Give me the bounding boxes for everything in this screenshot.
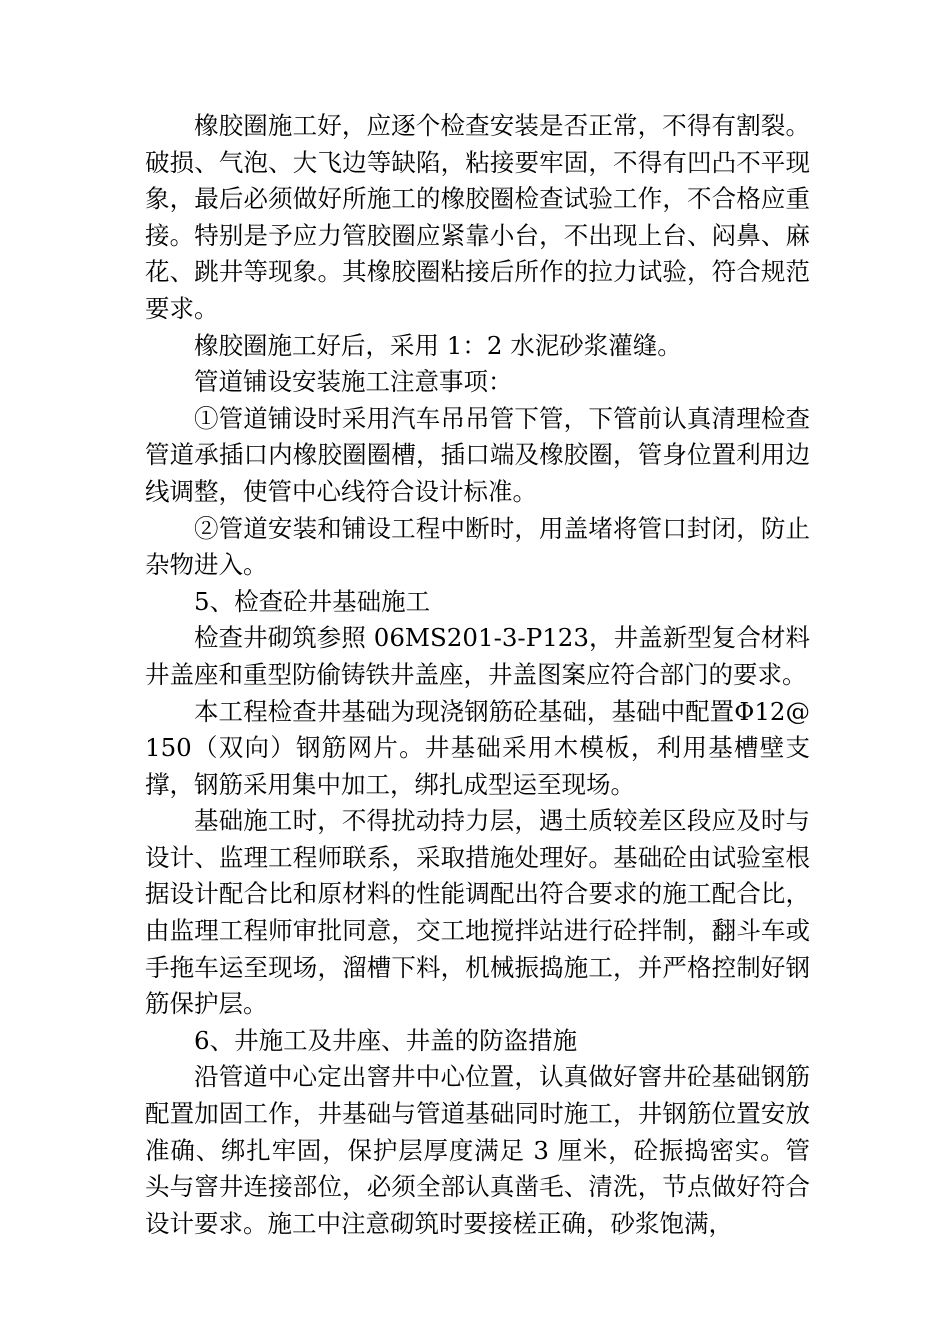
paragraph-mortar-grouting: 橡胶圈施工好后，采用 1：2 水泥砂浆灌缝。 (194, 330, 682, 360)
paragraph-manhole-construction: 沿管道中心定出窨井中心位置，认真做好窨井砼基础钢筋配置加固工作，井基础与管道基础同时施工，井钢筋位置安放准确、绑扎牢固，保护层厚度满足 3 厘米，砼振捣密实。管头与窨井连接部位，必须全部认真凿毛、清洗，节点做好符合设计要求。施工中注意砌筑时要接槎正确，砂浆饱满， (145, 1062, 810, 1238)
paragraph-foundation-construction: 基础施工时，不得扰动持力层，遇土质较差区段应及时与设计、监理工程师联系，采取措施处理好。基础砼由试验室根据设计配合比和原材料的性能调配出符合要求的施工配合比，由监理工程师审批同意，交工地搅拌站进行砼拌制，翻斗车或手拖车运至现场，溜槽下料，机械振捣施工，并严格控制好钢筋保护层。 (145, 806, 810, 1019)
section-heading-5: 5、检查砼井基础施工 (194, 586, 431, 616)
paragraph-note-1: ①管道铺设时采用汽车吊吊管下管，下管前认真清理检查管道承插口内橡胶圈圈槽，插口端及橡胶圈，管身位置利用边线调整，使管中心线符合设计标准。 (145, 403, 810, 506)
paragraph-manhole-masonry: 检查井砌筑参照 06MS201-3-P123，井盖新型复合材料井盖座和重型防偷铸铁井盖座，井盖图案应符合部门的要求。 (145, 623, 810, 689)
paragraph-laying-notes-heading: 管道铺设安装施工注意事项： (194, 367, 513, 397)
paragraph-manhole-foundation: 本工程检查井基础为现浇钢筋砼基础，基础中配置Φ12@150（双向）钢筋网片。井基础采用木模板，利用基槽壁支撑，钢筋采用集中加工，绑扎成型运至现场。 (145, 696, 810, 799)
document-body (145, 108, 810, 1242)
paragraph-rubber-ring-inspection: 橡胶圈施工好，应逐个检查安装是否正常，不得有割裂。破损、气泡、大飞边等缺陷，粘接要牢固，不得有凹凸不平现象，最后必须做好所施工的橡胶圈检查试验工作，不合格应重接。特别是予应力管胶圈应紧靠小台，不出现上台、闷鼻、麻花、跳井等现象。其橡胶圈粘接后所作的拉力试验，符合规范要求。 (145, 111, 810, 323)
section-heading-6: 6、井施工及井座、井盖的防盗措施 (194, 1025, 578, 1055)
paragraph-note-2: ②管道安装和铺设工程中断时，用盖堵将管口封闭，防止杂物进入。 (145, 513, 810, 580)
